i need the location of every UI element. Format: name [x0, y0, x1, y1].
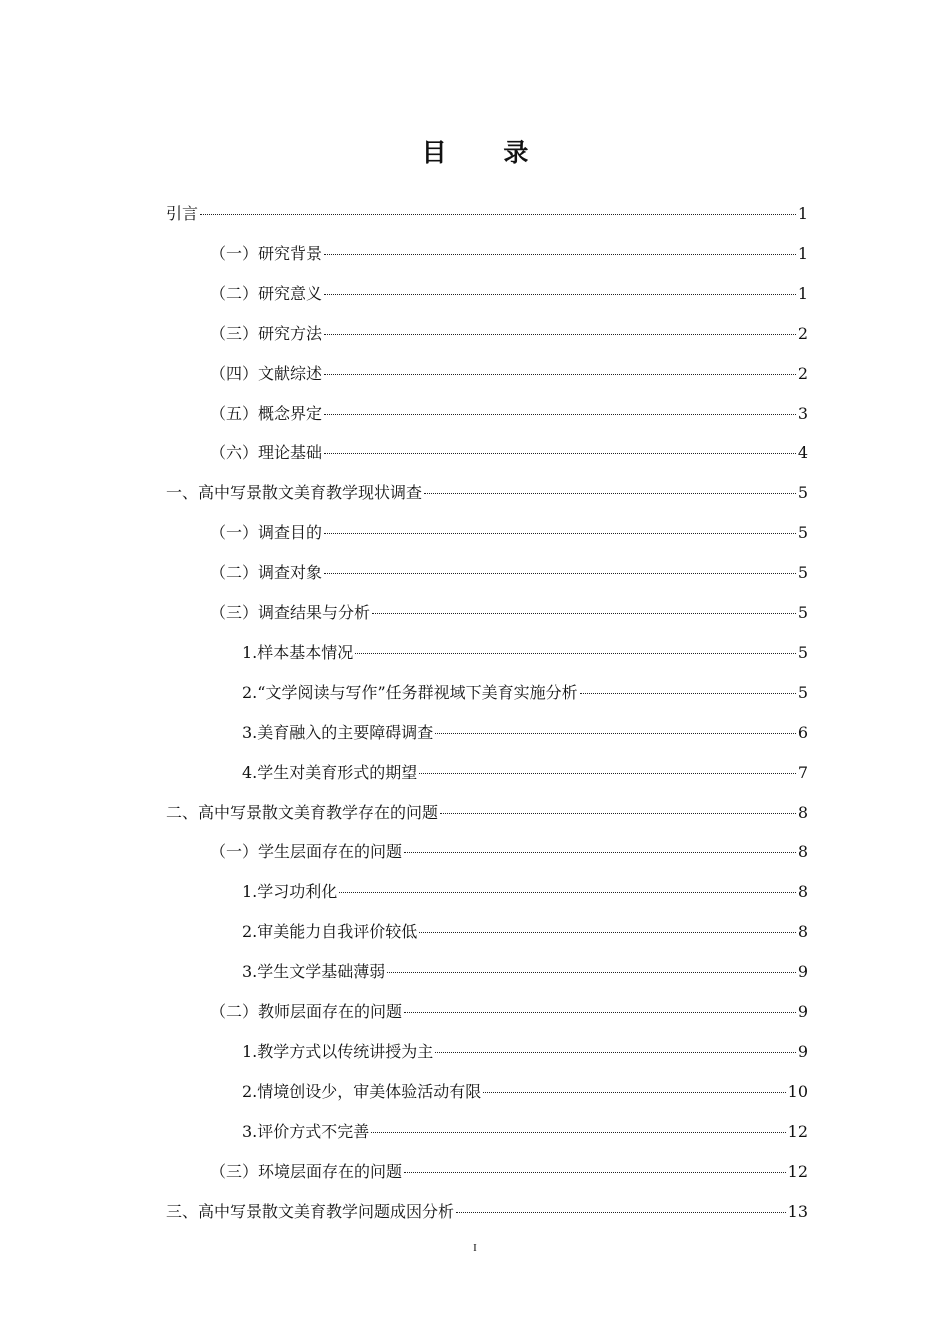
- toc-entry[interactable]: [242, 760, 808, 786]
- toc-dot-leader: [324, 334, 796, 335]
- toc-entry[interactable]: [242, 720, 808, 746]
- toc-entry-page-number: 4: [797, 443, 808, 463]
- toc-entry-title: 3.学生文学基础薄弱: [242, 962, 386, 982]
- toc-dot-leader: [404, 852, 796, 853]
- toc-entry-title: 2.审美能力自我评价较低: [242, 922, 418, 942]
- toc-entry[interactable]: [242, 1079, 808, 1105]
- toc-dot-leader: [324, 294, 796, 295]
- toc-entry-page-number: 5: [797, 523, 808, 543]
- toc-entry-page-number: 5: [797, 483, 808, 503]
- toc-dot-leader: [483, 1092, 785, 1093]
- toc-dot-leader: [324, 573, 796, 574]
- toc-dot-leader: [355, 653, 796, 654]
- toc-entry[interactable]: [210, 321, 808, 347]
- toc-entry-page-number: 8: [797, 842, 808, 862]
- toc-dot-leader: [424, 493, 796, 494]
- toc-entry-title: （五）概念界定: [210, 403, 323, 423]
- toc-entry-title: 2.“文学阅读与写作”任务群视域下美育实施分析: [242, 682, 578, 702]
- toc-entry-title: （二）研究意义: [210, 283, 323, 303]
- toc-entry-page-number: 5: [797, 563, 808, 583]
- toc-entry-title: （一）学生层面存在的问题: [210, 842, 403, 862]
- toc-entry-page-number: 9: [797, 1041, 808, 1061]
- toc-entry[interactable]: [166, 1199, 808, 1225]
- toc-entry-page-number: 2: [797, 363, 808, 383]
- toc-entry-page-number: 12: [787, 1121, 808, 1141]
- toc-dot-leader: [324, 374, 796, 375]
- page-title: 目 录: [421, 138, 553, 167]
- toc-entry[interactable]: [242, 959, 808, 985]
- toc-entry-page-number: 8: [797, 882, 808, 902]
- toc-entry[interactable]: [210, 520, 808, 546]
- toc-entry[interactable]: [166, 201, 808, 227]
- toc-entry-page-number: 1: [797, 204, 808, 223]
- toc-dot-leader: [419, 932, 796, 933]
- toc-entry-title: 三、高中写景散文美育教学问题成因分析: [166, 1201, 455, 1221]
- toc-entry[interactable]: [210, 440, 808, 466]
- toc-dot-leader: [324, 414, 796, 415]
- toc-entry-page-number: 12: [787, 1161, 808, 1181]
- toc-dot-leader: [435, 1052, 796, 1053]
- toc-entry[interactable]: [210, 281, 808, 307]
- toc-entry[interactable]: [210, 361, 808, 387]
- toc-entry-title: （六）理论基础: [210, 443, 323, 463]
- toc-entry[interactable]: [242, 640, 808, 666]
- toc-entry-title: （一）调查目的: [210, 523, 323, 543]
- toc-entry-title: 二、高中写景散文美育教学存在的问题: [166, 802, 439, 822]
- toc-entry-title: 3.评价方式不完善: [242, 1121, 370, 1141]
- toc-entry-title: （三）调查结果与分析: [210, 603, 371, 622]
- toc-dot-leader: [404, 1012, 796, 1013]
- toc-entry-page-number: 2: [797, 323, 808, 343]
- toc-entry[interactable]: [242, 680, 808, 706]
- toc-dot-leader: [372, 613, 796, 614]
- toc-entry-title: 引言: [166, 204, 199, 223]
- toc-dot-leader: [456, 1212, 786, 1213]
- toc-entry-page-number: 7: [797, 762, 808, 782]
- toc-entry-title: （二）教师层面存在的问题: [210, 1002, 403, 1021]
- toc-entry[interactable]: [166, 480, 808, 506]
- toc-dot-leader: [435, 733, 796, 734]
- toc-entry[interactable]: [210, 241, 808, 267]
- toc-entry-page-number: 5: [797, 603, 808, 622]
- toc-entry-page-number: 13: [787, 1201, 808, 1221]
- toc-entry-page-number: 3: [797, 403, 808, 423]
- toc-entry-title: 一、高中写景散文美育教学现状调查: [166, 483, 423, 503]
- toc-entry-page-number: 6: [797, 722, 808, 742]
- toc-dot-leader: [324, 533, 796, 534]
- toc-entry-title: 4.学生对美育形式的期望: [242, 762, 418, 782]
- toc-entry-title: 1.样本基本情况: [242, 642, 354, 662]
- toc-entry-page-number: 8: [797, 802, 808, 822]
- toc-entry-page-number: 9: [797, 1002, 808, 1021]
- toc-entry-page-number: 10: [787, 1081, 808, 1101]
- toc-dot-leader: [440, 813, 796, 814]
- toc-entry-page-number: 1: [797, 243, 808, 263]
- toc-entry[interactable]: [210, 999, 808, 1025]
- toc-entry-title: 1.学习功利化: [242, 882, 338, 902]
- toc-dot-leader: [404, 1172, 786, 1173]
- toc-entry[interactable]: [210, 560, 808, 586]
- toc-entry-title: （三）环境层面存在的问题: [210, 1161, 403, 1181]
- toc-entry[interactable]: [242, 1039, 808, 1065]
- toc-entry[interactable]: [210, 600, 808, 626]
- toc-entry[interactable]: [242, 879, 808, 905]
- toc-entry-title: （三）研究方法: [210, 323, 323, 343]
- toc-entry-title: （一）研究背景: [210, 243, 323, 263]
- toc-dot-leader: [339, 892, 796, 893]
- toc-dot-leader: [371, 1132, 785, 1133]
- toc-entry-title: 3.美育融入的主要障碍调查: [242, 722, 434, 742]
- toc-dot-leader: [200, 214, 796, 215]
- toc-entry-title: （二）调查对象: [210, 563, 323, 583]
- toc-entry-page-number: 1: [797, 283, 808, 303]
- toc-entry-title: 1.教学方式以传统讲授为主: [242, 1041, 434, 1061]
- toc-entry-title: 2.情境创设少，审美体验活动有限: [242, 1081, 482, 1101]
- toc-entry[interactable]: [242, 919, 808, 945]
- toc-entry[interactable]: [210, 1159, 808, 1185]
- toc-dot-leader: [580, 693, 796, 694]
- toc-entry-title: （四）文献综述: [210, 363, 323, 383]
- toc-entry[interactable]: [210, 401, 808, 427]
- toc-entry-page-number: 5: [797, 682, 808, 702]
- toc-dot-leader: [324, 254, 796, 255]
- toc-entry-page-number: 9: [797, 962, 808, 982]
- toc-entry-page-number: 5: [797, 642, 808, 662]
- toc-entry[interactable]: [242, 1119, 808, 1145]
- toc-entry[interactable]: [166, 800, 808, 826]
- toc-entry-page-number: 8: [797, 922, 808, 942]
- toc-dot-leader: [324, 453, 796, 454]
- toc-dot-leader: [387, 972, 796, 973]
- toc-dot-leader: [419, 773, 796, 774]
- page-number: I: [473, 1242, 477, 1254]
- toc-entry[interactable]: [210, 839, 808, 865]
